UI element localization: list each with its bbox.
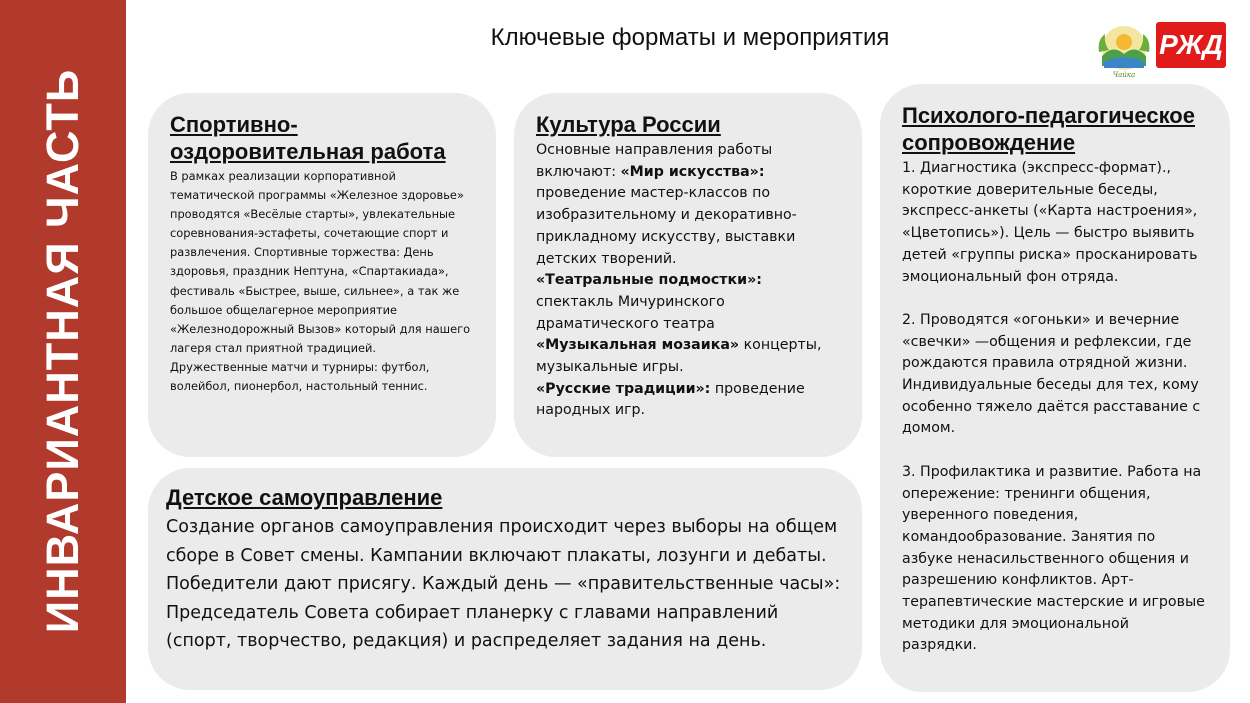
culture-item1-label: «Мир искусства»:: [620, 163, 765, 180]
culture-body: [536, 140, 840, 422]
camp-logo-caption: Чайка: [1112, 71, 1136, 79]
culture-item2-label: «Театральные подмостки»:: [536, 272, 762, 289]
psychology-para-2: 2. Проводятся «огоньки» и вечерние «свечки» —общения и рефлексии, где рождаются правила отрядной жизни. Индивидуальные беседы для тех, кому особенно тяжело даётся расставание с домом.: [902, 311, 1201, 437]
self-government-body: Создание органов самоуправления происходит через выборы на общем сборе в Совет смены. Кампании включают плакаты, лозунги и дебаты. Победители дают присягу. Каждый день — «правительственные часы»: Председатель Совета собирает планерку с главами направлений (спорт, творчество, редакция) и распределяет задания на день.: [166, 517, 841, 652]
culture-item1-text: проведение мастер-классов по изобразительному и декоративно-прикладному искусству, выставки детских творений.: [536, 185, 797, 267]
culture-item2-text: спектакль Мичуринского драматического театра: [536, 293, 725, 332]
sport-title: Спортивно-оздоровительная работа: [170, 112, 446, 164]
culture-item3-label: «Музыкальная мозаика»: [536, 337, 740, 354]
culture-item3-text: концерты, музыкальные игры.: [536, 337, 822, 376]
self-government-card: [148, 468, 862, 690]
culture-item4-text: проведение народных игр.: [536, 380, 805, 419]
psychology-title: Психолого-педагогическое сопровождение: [902, 103, 1195, 155]
culture-intro: Основные направления работы включают:: [536, 142, 773, 180]
psychology-para-3: 3. Профилактика и развитие. Работа на опережение: тренинги общения, уверенного поведения, командообразование. Занятия по азбуке ненасильственного общения и разрешению конфликтов. Арт-терапевтические мастерские и игровые методики для эмоциональной разрядки.: [902, 463, 1205, 654]
side-band: [0, 0, 126, 703]
side-title: ИНВАРИАНТНАЯ ЧАСТЬ: [37, 68, 88, 634]
camp-logo-icon: [1095, 22, 1153, 80]
camp-logo: [1095, 22, 1153, 80]
self-government-title: Детское самоуправление: [166, 485, 443, 510]
rzd-logo: РЖД: [1156, 22, 1226, 68]
psychology-body: [902, 158, 1208, 657]
psychology-para-1: 1. Диагностика (экспресс-формат)., короткие доверительные беседы, экспресс-анкеты («Карта настроения», «Цветопись»). Цель — быстро выявить детей «группы риска» просканировать эмоциональный фон отряда.: [902, 160, 1198, 285]
slide-title: Ключевые форматы и мероприятия: [490, 24, 890, 51]
culture-item4-label: «Русские традиции»:: [536, 380, 711, 397]
sport-body: В рамках реализации корпоративной тематической программы «Железное здоровье» проводятся «Весёлые старты», увлекательные соревнования-эстафеты, сочетающие спорт и развлечения. Спортивные торжества: День здоровья, праздник Нептуна, «Спартакиада», фестиваль «Быстрее, выше, сильнее», а так же большое общелагерное мероприятие «Железнодорожный Вызов» который для нашего лагеря стал приятной традицией. Дружественные матчи и турниры: футбол, волейбол, пионербол, настольный теннис.: [170, 169, 471, 394]
culture-card: [514, 93, 862, 457]
sport-card: [148, 93, 496, 457]
psychology-card: [880, 84, 1230, 692]
culture-title: Культура России: [536, 112, 721, 137]
